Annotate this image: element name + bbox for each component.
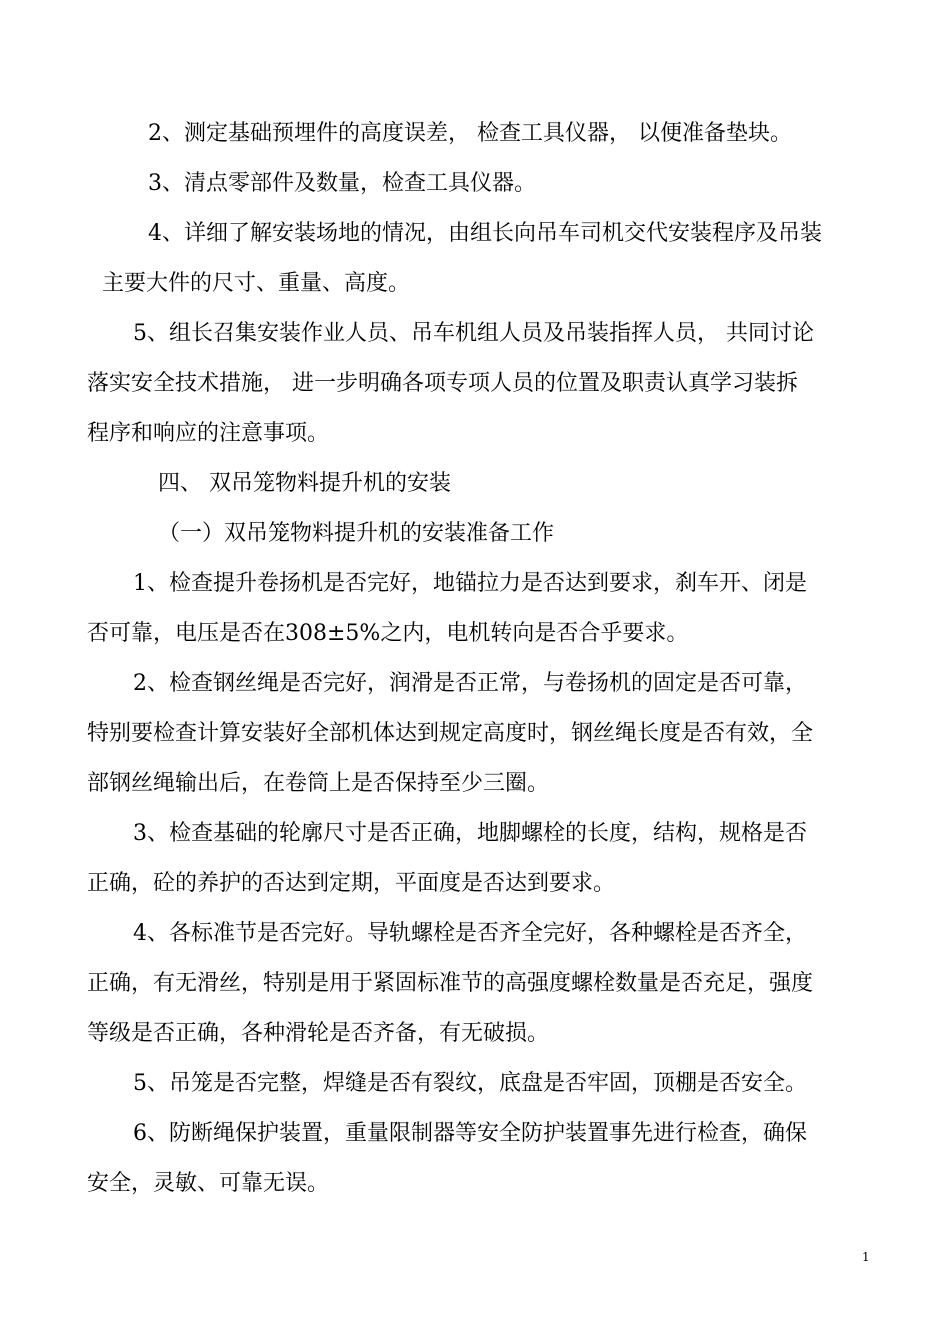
text-line: 1、检查提升卷扬机是否完好，地锚拉力是否达到要求，刹车开、闭是 [133, 571, 807, 596]
text-line: 5、组长召集安装作业人员、吊车机组人员及吊装指挥人员， 共同讨论 [133, 321, 814, 346]
text-line: 等级是否正确，各种滑轮是否齐备，有无破损。 [87, 1021, 550, 1046]
text-line: 4、详细了解安装场地的情况，由组长向吊车司机交代安装程序及吊装 [148, 221, 822, 246]
text-line: 2、检查钢丝绳是否完好，润滑是否正常，与卷扬机的固定是否可靠， [133, 671, 807, 696]
text-line: 正确，有无滑丝，特别是用于紧固标准节的高强度螺栓数量是否充足，强度 [87, 971, 814, 996]
text-line: 5、吊笼是否完整，焊缝是否有裂纹，底盘是否牢固，顶棚是否安全。 [133, 1071, 807, 1096]
page-number: 1 [862, 1250, 870, 1264]
text-line: 4、各标准节是否完好。导轨螺栓是否齐全完好，各种螺栓是否齐全， [133, 921, 807, 946]
text-line: 6、防断绳保护装置，重量限制器等安全防护装置事先进行检查，确保 [133, 1121, 807, 1146]
text-line: 落实安全技术措施， 进一步明确各项专项人员的位置及职责认真学习装拆 [87, 371, 798, 396]
text-line: 程序和响应的注意事项。 [87, 421, 330, 446]
text-line: 2、测定基础预埋件的高度误差， 检查工具仪器， 以便准备垫块。 [148, 121, 792, 146]
text-line: 否可靠，电压是否在308±5%之内，电机转向是否合乎要求。 [87, 621, 689, 646]
subsection-heading: （一）双吊笼物料提升机的安装准备工作 [158, 521, 555, 546]
text-line: 3、检查基础的轮廓尺寸是否正确，地脚螺栓的长度，结构，规格是否 [133, 821, 807, 846]
text-line: 特别要检查计算安装好全部机体达到规定高度时，钢丝绳长度是否有效，全 [87, 721, 814, 746]
text-line: 部钢丝绳输出后，在卷筒上是否保持至少三圈。 [87, 771, 550, 796]
text-line: 3、清点零部件及数量，检查工具仪器。 [148, 171, 536, 196]
text-line: 主要大件的尺寸、重量、高度。 [102, 271, 411, 296]
text-line: 正确，砼的养护的否达到定期，平面度是否达到要求。 [87, 871, 616, 896]
section-heading: 四、 双吊笼物料提升机的安装 [158, 471, 451, 496]
text-line: 安全，灵敏、可靠无误。 [87, 1171, 330, 1196]
